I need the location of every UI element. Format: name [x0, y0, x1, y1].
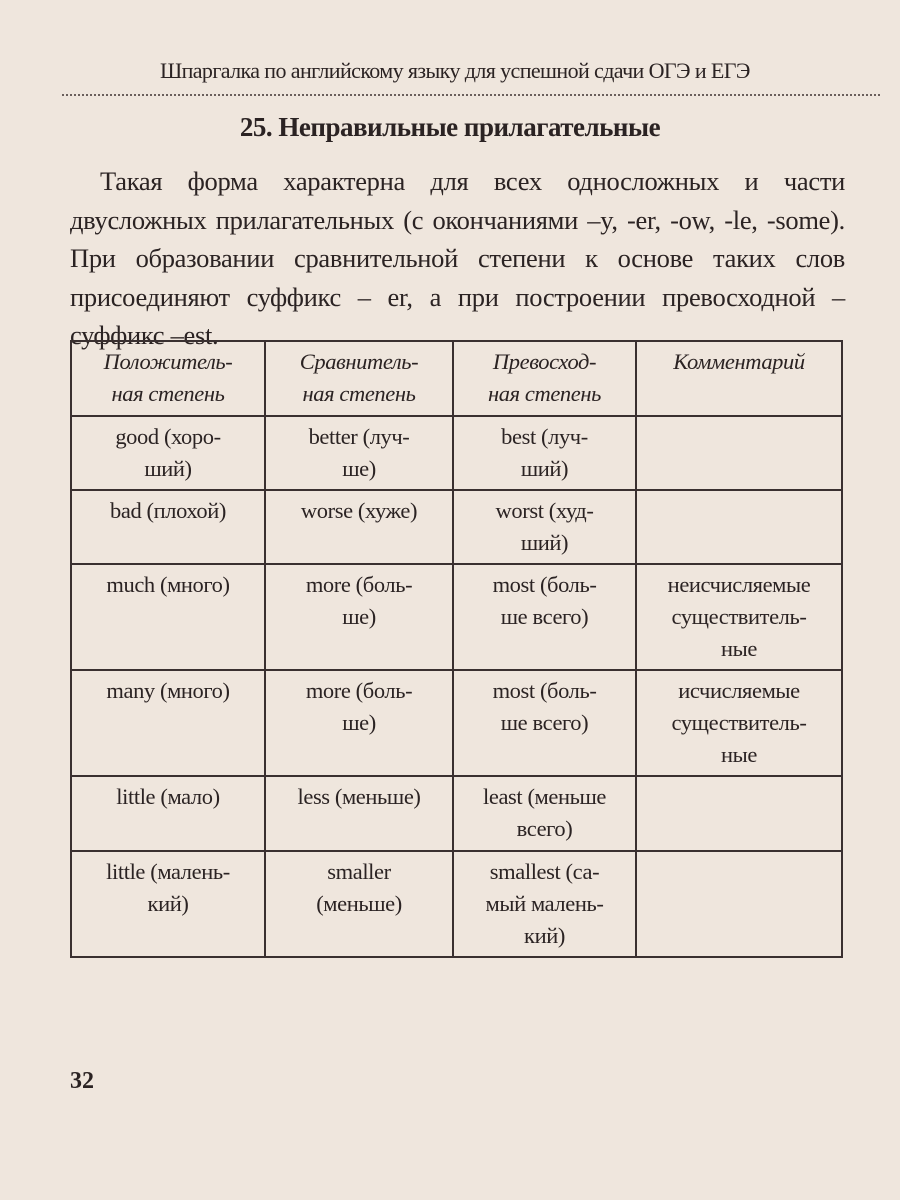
cell: bad (плохой): [71, 490, 265, 564]
cell: неисчисляемые существитель- ные: [636, 564, 842, 670]
cell: исчисляемые существитель- ные: [636, 670, 842, 776]
table-header-row: [71, 341, 842, 416]
cell: little (мало): [71, 776, 265, 851]
cell: best (луч- ший): [453, 416, 636, 490]
intro-paragraph: Такая форма характерна для всех односложных и части двусложных прилагательных (с окончаниями –y, -er, -ow, -le, -some). При образовании сравнительной степени к основе таких слов присоединяют суффикс – er, а при построении превосходной – суффикс –est.: [70, 166, 845, 350]
cell: least (меньше всего): [453, 776, 636, 851]
header-superlative: Превосход- ная степень: [453, 341, 636, 416]
cell: more (боль- ше): [265, 564, 453, 670]
cell: better (луч- ше): [265, 416, 453, 490]
cell: smaller (меньше): [265, 851, 453, 957]
cell: less (меньше): [265, 776, 453, 851]
cell: [636, 416, 842, 490]
table-row: [71, 776, 842, 851]
cell: more (боль- ше): [265, 670, 453, 776]
header-positive: Положитель- ная степень: [71, 341, 265, 416]
cell: much (много): [71, 564, 265, 670]
table-row: [71, 564, 842, 670]
header-comparative: Сравнитель- ная степень: [265, 341, 453, 416]
page-number: 32: [70, 1068, 94, 1094]
cell: worse (хуже): [265, 490, 453, 564]
cell: [636, 776, 842, 851]
cell: many (много): [71, 670, 265, 776]
table-row: [71, 490, 842, 564]
header-comment: Комментарий: [636, 341, 842, 416]
cell: [636, 851, 842, 957]
cell: [636, 490, 842, 564]
running-header: Шпаргалка по английскому языку для успешной сдачи ОГЭ и ЕГЭ: [160, 58, 750, 83]
section-title: 25. Неправильные прилагательные: [239, 112, 661, 142]
cell: good (хоро- ший): [71, 416, 265, 490]
table-row: [71, 670, 842, 776]
header-divider: [62, 94, 880, 96]
cell: worst (худ- ший): [453, 490, 636, 564]
cell: smallest (са- мый малень- кий): [453, 851, 636, 957]
cell: most (боль- ше всего): [453, 670, 636, 776]
cell: little (малень- кий): [71, 851, 265, 957]
cell: most (боль- ше всего): [453, 564, 636, 670]
table-row: [71, 416, 842, 490]
table-row: [71, 851, 842, 957]
adjectives-table: [70, 340, 843, 958]
